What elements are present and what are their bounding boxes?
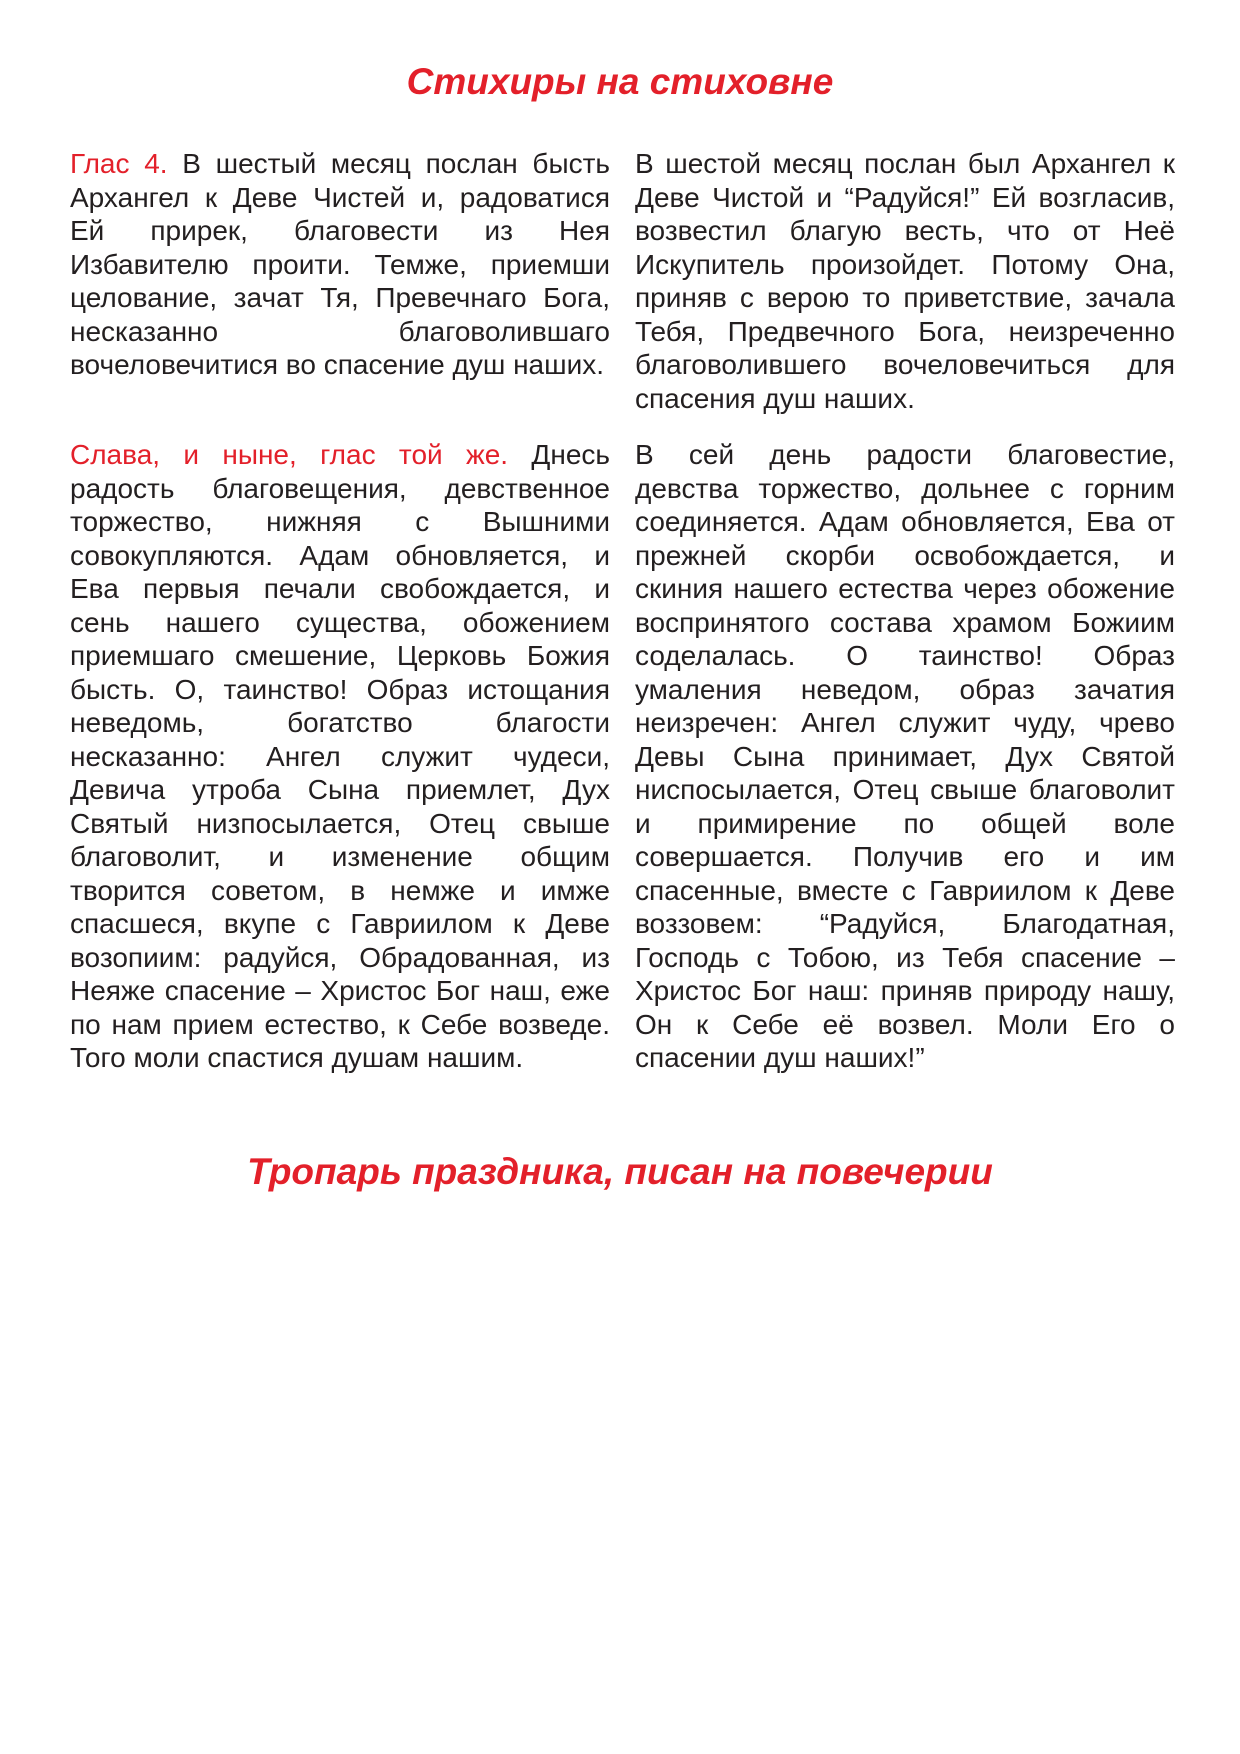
sticheron-translation: В шестой месяц послан был Архангел к Деве Чистой и “Радуйся!” Ей возгласив, возвестил благую весть, что от Неё Искупитель произойдет. Потому Она, приняв с верою то приветствие, зачала Тебя, Предвечного Бога, неизреченно благоволившего вочеловечиться для спасения душ наших. — [635, 148, 1175, 414]
sticheron-text: В шестый месяц послан бысть Архангел к Деве Чистей и, радоватися Ей прирек, благовести из Нея Избавителю проити. Темже, приемши целование, зачат Тя, Превечнаго Бога, несказанно благоволившаго вочеловечитися во спасение душ наших. — [70, 148, 611, 380]
sticheron-translation: В сей день радости благовестие, девства торжество, дольнее с горним соединяется. Адам обновляется, Ева от прежней скорби освобождается, и скиния нашего естества через обожение воспринятого состава храмом Божиим соделалась. О таинство! Образ умаления неведом, образ зачатия неизречен: Ангел служит чуду, чрево Девы Сына принимает, Дух Святой ниспосылается, Отец свыше благоволит и примирение по общей воле совершается. Получив его и им спасенные, вместе с Гавриилом к Деве воззовем: “Радуйся, Благодатная, Господь с Тобою, из Тебя спасение – Христос Бог наш: приняв природу нашу, Он к Себе её возвел. Моли Его о спасении душ наших!” — [635, 439, 1175, 1073]
russian-column — [635, 438, 1175, 1075]
sticheron-row-1 — [70, 147, 1175, 415]
russian-column — [635, 147, 1175, 415]
section-heading-stichera: Стихиры на стиховне — [406, 61, 834, 102]
section-heading-troparion: Тропарь праздника, писан на повечерии — [247, 1151, 993, 1192]
parallel-text-columns — [70, 147, 1175, 1098]
sticheron-text: Днесь радость благовещения, девственное торжество, нижняя с Вышними совокупляются. Адам обновляется, и Ева первыя печали свобождается, и сень нашего существа, обожением приемшаго смешение, Церковь Божия бысть. О, таинство! Образ истощания неведомь, богатство благости несказанно: Ангел служит чудеси, Девича утроба Сына приемлет, Дух Святый низпосылается, Отец свыше благоволит, и изменение общим творится советом, в немже и имже спасшеся, вкупе с Гавриилом к Деве возопиим: радуйся, Обрадованная, из Неяже спасение – Христос Бог наш, еже по нам прием естество, к Себе возведе. Того моли спастися душам нашим. — [70, 439, 611, 1073]
sticheron-row-2 — [70, 438, 1175, 1075]
rubric: Глас 4. — [70, 148, 168, 179]
rubric: Слава, и ныне, глас той же. — [70, 439, 509, 470]
church-slavonic-column — [70, 147, 610, 415]
church-slavonic-column — [70, 438, 610, 1075]
